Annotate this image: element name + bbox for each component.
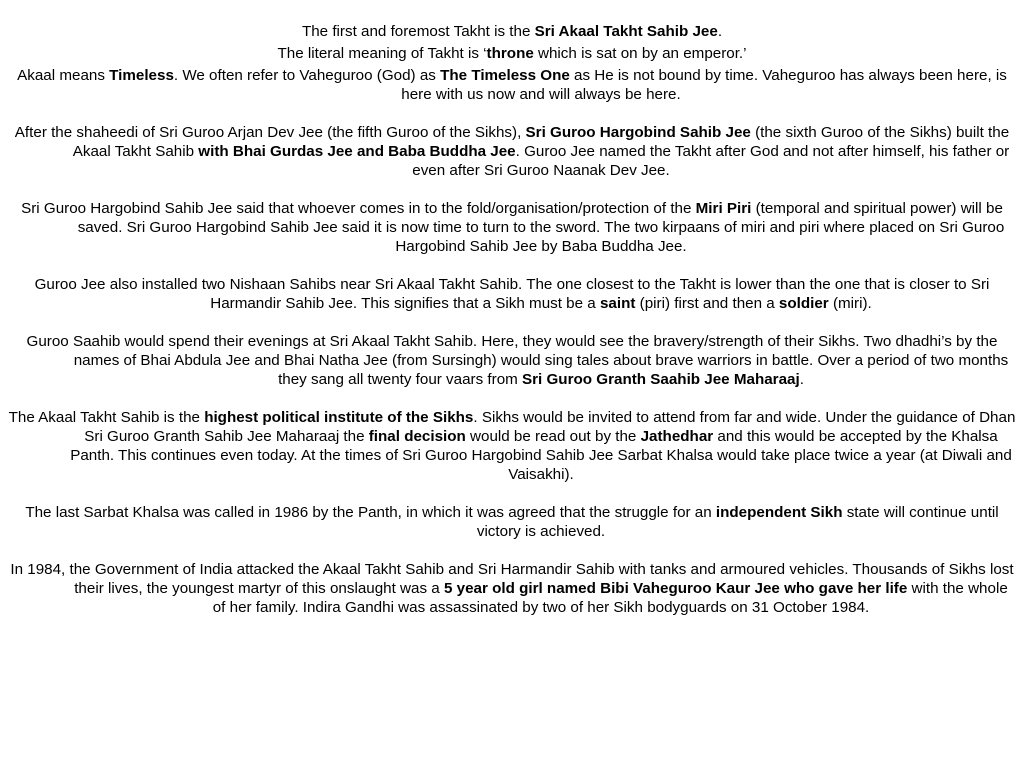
emphasis-text: 5 year old girl named Bibi Vaheguroo Kaur Jee who gave her life — [443, 580, 908, 597]
emphasis-text: highest political institute of the Sikhs — [204, 409, 474, 426]
paragraph-sarbat-khalsa — [8, 503, 1016, 541]
emphasis-text: soldier — [778, 295, 829, 312]
body-text: as He is not bound by time. Vaheguroo has always been here, is here with us now and will always be here. — [401, 67, 1007, 103]
body-text: Guroo Jee also installed two Nishaan Sahibs near Sri Akaal Takht Sahib. The one closest to the Takht is lower than the one that is closer to Sri Harmandir Sahib Jee. This signifies that a Sikh must be a — [34, 276, 990, 312]
emphasis-text: saint — [599, 295, 636, 312]
body-text: state will continue until victory is achieved. — [476, 504, 999, 540]
body-text: (the sixth Guroo of the Sikhs) built the Akaal Takht Sahib — [72, 124, 1010, 160]
emphasis-text: Miri Piri — [695, 200, 752, 217]
emphasis-text: The Timeless One — [440, 67, 570, 84]
body-text: . Sikhs would be invited to attend from far and wide. Under the guidance of Dhan Sri Guroo Granth Sahib Jee Maharaaj the — [84, 409, 1016, 445]
body-text: The literal meaning of Takht is ‘ — [277, 45, 487, 62]
body-text: . We often refer to Vaheguroo (God) as — [173, 67, 441, 84]
body-text: (temporal and spiritual power) will be saved. Sri Guroo Hargobind Sahib Jee said it is now time to turn to the sword. The two kirpaans of miri and piri where placed on Sri Guroo Hargobind Sahib Jee by Baba Buddha Jee. — [77, 200, 1005, 255]
emphasis-text: final decision — [368, 428, 466, 445]
emphasis-text: Sri Guroo Granth Saahib Jee Maharaaj — [522, 371, 800, 388]
emphasis-text: with Bhai Gurdas Jee and Baba Buddha Jee — [198, 143, 516, 160]
body-text: (piri) first and then a — [635, 295, 779, 312]
emphasis-text: throne — [486, 45, 534, 62]
body-text: The Akaal Takht Sahib is the — [8, 409, 205, 426]
body-text: would be read out by the — [465, 428, 641, 445]
body-text: Akaal means — [17, 67, 110, 84]
paragraph-takht-intro — [8, 22, 1016, 41]
body-text: . — [717, 23, 723, 40]
body-text: and this would be accepted by the Khalsa Panth. This continues even today. At the times of Sri Guroo Hargobind Sahib Jee Sarbat Khalsa would take place twice a year (at Diwali and Vaisakhi). — [70, 428, 1012, 483]
body-text: (miri). — [828, 295, 872, 312]
emphasis-text: Timeless — [109, 67, 174, 84]
paragraph-akaal-meaning — [8, 66, 1016, 104]
emphasis-text: Sri Akaal Takht Sahib Jee — [534, 23, 718, 40]
paragraph-year-1984 — [8, 560, 1016, 617]
paragraph-political-institute — [8, 408, 1016, 484]
paragraph-nishaan-sahibs — [8, 275, 1016, 313]
body-text: . Guroo Jee named the Takht after God and not after himself, his father or even after Sri Guroo Naanak Dev Jee. — [412, 143, 1010, 179]
body-text: The last Sarbat Khalsa was called in 1986 by the Panth, in which it was agreed that the struggle for an — [25, 504, 716, 521]
emphasis-text: Sri Guroo Hargobind Sahib Jee — [525, 124, 751, 141]
body-text: After the shaheedi of Sri Guroo Arjan Dev Jee (the fifth Guroo of the Sikhs), — [14, 124, 526, 141]
emphasis-text: independent Sikh — [715, 504, 843, 521]
paragraph-built-by — [8, 123, 1016, 180]
document-body — [8, 22, 1016, 617]
paragraph-evenings — [8, 332, 1016, 389]
paragraph-miri-piri — [8, 199, 1016, 256]
body-text: . — [799, 371, 804, 388]
paragraph-takht-meaning — [8, 44, 1016, 63]
body-text: In 1984, the Government of India attacked the Akaal Takht Sahib and Sri Harmandir Sahib with tanks and armoured vehicles. Thousands of Sikhs lost their lives, the youngest martyr of this onslaught was a — [10, 561, 1014, 597]
body-text: The first and foremost Takht is the — [301, 23, 535, 40]
body-text: Sri Guroo Hargobind Sahib Jee said that whoever comes in to the fold/organisation/protection of the — [21, 200, 696, 217]
body-text: which is sat on by an emperor.’ — [533, 45, 747, 62]
emphasis-text: Jathedhar — [640, 428, 714, 445]
body-text: Guroo Saahib would spend their evenings at Sri Akaal Takht Sahib. Here, they would see the bravery/strength of their Sikhs. Two dhadhi’s by the names of Bhai Abdula Jee and Bhai Natha Jee (from Sursingh) would sing tales about brave warriors in battle. Over a period of two months they sang all twenty four vaars from — [26, 333, 1009, 388]
body-text: with the whole of her family. Indira Gandhi was assassinated by two of her Sikh bodyguards on 31 October 1984. — [212, 580, 1008, 616]
